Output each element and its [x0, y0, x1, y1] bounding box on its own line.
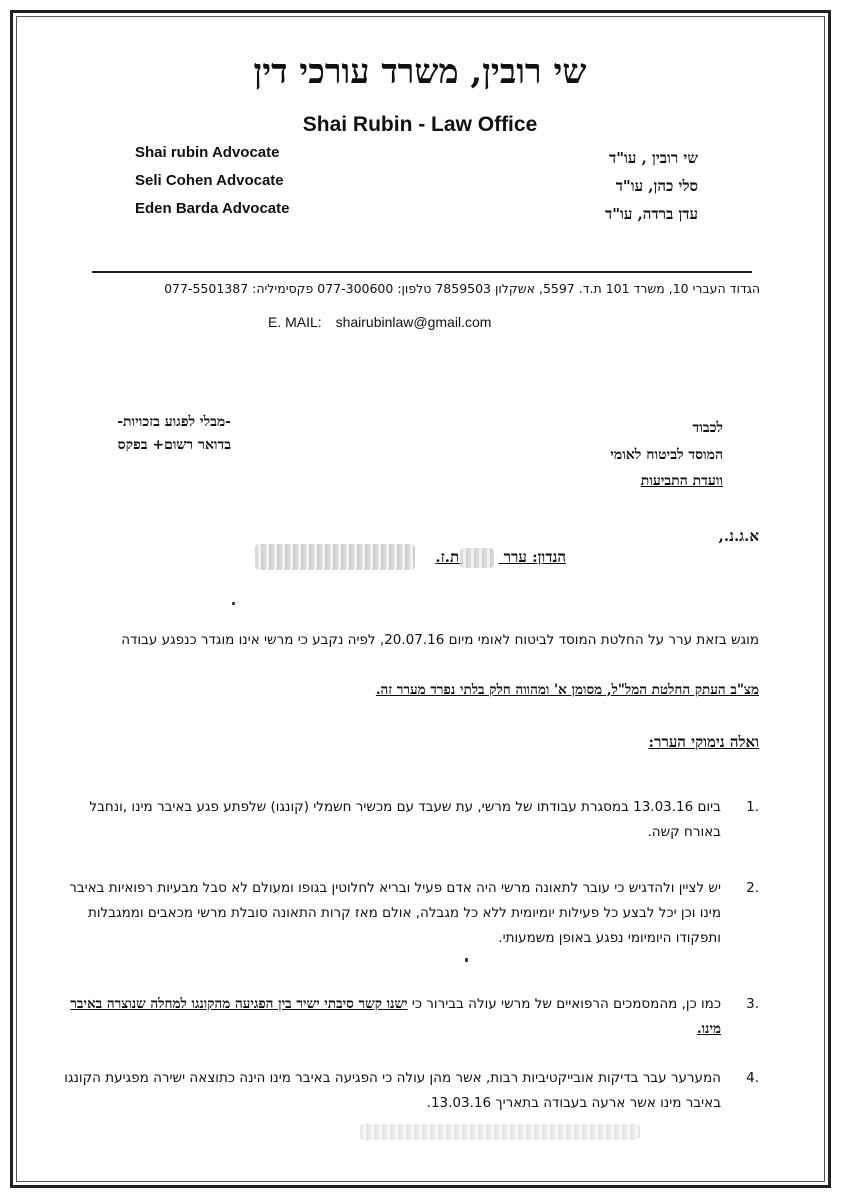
addressee-committee: וועדת התביעות — [640, 473, 723, 489]
subject-line — [435, 548, 566, 567]
reason-text: ביום 13.03.16 במסגרת עבודתו של מרשי, עת שעבד עם מכשיר חשמלי (קונגו) שלפתע פגע באיבר מינו ,ונחבל באורח קשה. — [89, 799, 721, 840]
hebrew-partner-2: סלי כהן, עו"ד — [615, 177, 698, 195]
addressee-salutation: לכבוד — [692, 420, 723, 436]
intro-paragraph: מוגש בזאת ערר על החלטת המוסד לביטוח לאומי מיום 20.07.16, לפיה נקבע כי מרשי אינו מוגדר כנפגע עבודה — [121, 632, 759, 648]
reason-number: 2. — [746, 880, 759, 896]
reason-text: כמו כן, מהמסמכים הרפואיים של מרשי עולה בבירור כי — [407, 996, 721, 1012]
email-label: E. MAIL: — [268, 314, 322, 330]
email-line — [268, 314, 491, 330]
scan-speck — [465, 958, 468, 962]
english-partner-3: Eden Barda Advocate — [135, 200, 290, 217]
subject-id-label: ת.ז. — [435, 548, 460, 566]
redacted-id-number — [255, 544, 415, 570]
reason-text: המערער עבר בדיקות אובייקטיביות רבות, אשר מהן עולה כי הפגיעה באיבר מינו הינה כתוצאה ישירה מפגיעת הקונגו באיבר מינו אשר ארעה בעבודה בתאריך 13.03.16. — [64, 1070, 721, 1111]
scan-speck — [232, 602, 235, 605]
subject-label: הנדון: ערר — [503, 548, 566, 566]
english-partner-1: Shai rubin Advocate — [135, 144, 280, 161]
reason-number: 3. — [746, 996, 759, 1012]
hebrew-partner-1: שי רובין , עו"ד — [609, 149, 698, 167]
header-divider — [92, 271, 752, 273]
reason-text-emphasis: ישנו קשר סיבתי ישיר בין הפגיעה מהקונגו למחלה שנוצרה באיבר מינו. — [70, 996, 721, 1037]
reason-text: יש לציין ולהדגיש כי עובר לתאונה מרשי היה אדם פעיל ובריא לחלוטין בגופו ומעולם לא סבל מבעיות רפואיות באיבר מינו וכן יכל לבצע כל פעילות יומיומית ללא כל מגבלה, אולם מאז קרות התאונה סובלת מרשי מכאבים וממגבלות ותפקודו היומיומי נפגע באופן משמעותי. — [69, 880, 721, 946]
delivery-method-note: בדואר רשום+ בפקס — [117, 437, 231, 453]
without-prejudice-note: -מבלי לפגוע בזכויות- — [117, 414, 231, 430]
redacted-name — [460, 548, 494, 568]
reason-item-3 — [61, 992, 759, 1042]
reason-number: 1. — [746, 799, 759, 815]
hebrew-partner-3: עדן ברדה, עו"ד — [605, 205, 698, 223]
reason-number: 4. — [746, 1070, 759, 1086]
english-partner-2: Seli Cohen Advocate — [135, 172, 284, 189]
greeting: א.ג.נ., — [718, 527, 759, 545]
reason-item-1 — [61, 795, 759, 845]
reason-item-4 — [61, 1066, 759, 1116]
letterhead-hebrew-title: שי רובין, משרד עורכי דין — [253, 52, 587, 92]
attachment-note: מצ"ב העתק החלטת המל"ל, מסומן א' ומהווה חלק בלתי נפרד מערר זה. — [375, 682, 759, 698]
office-address: הגדוד העברי 10, משרד 101 ת.ד. 5597, אשקלון 7859503 טלפון: 077-300600 פקסימיליה: 077-5501387 — [164, 281, 760, 296]
scan-smudge — [360, 1124, 640, 1140]
email-address[interactable]: shairubinlaw@gmail.com — [335, 314, 492, 330]
letterhead-english-title: Shai Rubin - Law Office — [302, 113, 538, 136]
addressee-institution: המוסד לביטוח לאומי — [610, 447, 723, 463]
reasons-heading: ואלה נימוקי הערר: — [648, 733, 759, 751]
reason-item-2 — [61, 876, 759, 951]
